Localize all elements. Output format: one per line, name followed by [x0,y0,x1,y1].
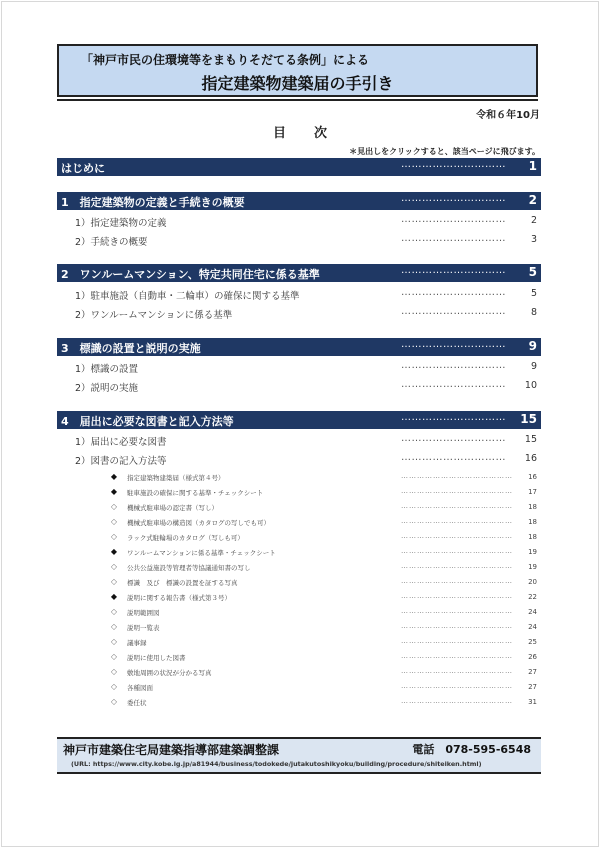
toc-item-2-1[interactable] [57,287,541,303]
filled-diamond-icon: ◆ [110,592,118,601]
subitem-leader: …………………………………… [401,517,513,525]
subitem-leader: …………………………………… [401,622,513,630]
section-page: 9 [528,339,537,353]
outline-diamond-icon: ◇ [110,577,118,586]
section-leader: ………………………… [401,193,506,204]
toc-subitem[interactable] [57,502,541,516]
outline-diamond-icon: ◇ [110,562,118,571]
toc-subitem[interactable] [57,532,541,546]
toc-subitem[interactable] [57,667,541,681]
toc-item-4-1[interactable] [57,433,541,449]
subitem-title: 説明一覧表 [127,624,160,632]
document-title: 指定建築物建築届の手引き [201,74,394,93]
filled-diamond-icon: ◆ [110,487,118,496]
outline-diamond-icon: ◇ [110,607,118,616]
item-leader: ………………………… [401,306,506,317]
subitem-page: 18 [528,533,537,541]
issue-date: 令和６年10月 [476,110,540,121]
subitem-title: 駐車施設の確保に関する基準・チェックシート [127,489,264,497]
subitem-leader: …………………………………… [401,652,513,660]
subitem-page: 19 [528,548,537,556]
toc-subitem[interactable] [57,652,541,666]
subitem-leader: …………………………………… [401,697,513,705]
filled-diamond-icon: ◆ [110,472,118,481]
section-title: はじめに [61,162,105,175]
section-page: 2 [528,193,537,207]
subitem-leader: …………………………………… [401,592,513,600]
item-page: 2 [530,215,537,226]
outline-diamond-icon: ◇ [110,637,118,646]
toc-subitem[interactable] [57,607,541,621]
toc-subitem[interactable] [57,517,541,531]
item-leader: ………………………… [401,287,506,298]
subitem-title: 委任状 [127,699,147,707]
subitem-page: 22 [528,593,537,601]
subitem-page: 26 [528,653,537,661]
item-page: 15 [524,434,537,445]
subitem-page: 24 [528,608,537,616]
subitem-leader: …………………………………… [401,667,513,675]
subitem-page: 27 [528,683,537,691]
subitem-leader: …………………………………… [401,562,513,570]
subitem-leader: …………………………………… [401,577,513,585]
outline-diamond-icon: ◇ [110,622,118,631]
subitem-page: 24 [528,623,537,631]
subitem-title: 説明範囲図 [127,609,160,617]
outline-diamond-icon: ◇ [110,667,118,676]
subitem-leader: …………………………………… [401,532,513,540]
subitem-title: 説明に使用した図書 [127,654,186,662]
section-leader: ………………………… [401,265,506,276]
toc-section-3[interactable] [57,338,541,356]
subitem-title: 機械式駐車場の認定書（写し） [127,504,218,512]
toc-section-2[interactable] [57,264,541,282]
subitem-title: ワンルームマンションに係る基準・チェックシート [127,549,276,557]
toc-subitem[interactable] [57,637,541,651]
toc-item-2-2[interactable] [57,306,541,322]
subitem-title: 公共公益施設等管理者等協議通知書の写し [127,564,251,572]
toc-heading: 目次 [272,126,355,141]
subitem-page: 18 [528,518,537,526]
toc-section-1[interactable] [57,192,541,210]
item-leader: ………………………… [401,433,506,444]
section-page: 15 [520,412,537,426]
subitem-title: 各種図面 [127,684,153,692]
subitem-title: 標識 及び 標識の設置を証する写真 [127,579,238,587]
toc-item-1-2[interactable] [57,233,541,249]
toc-subitem[interactable] [57,547,541,561]
toc-section-intro[interactable] [57,158,541,176]
subitem-page: 17 [528,488,537,496]
outline-diamond-icon: ◇ [110,652,118,661]
outline-diamond-icon: ◇ [110,517,118,526]
filled-diamond-icon: ◆ [110,547,118,556]
outline-diamond-icon: ◇ [110,682,118,691]
toc-item-1-1[interactable] [57,214,541,230]
toc-subitem[interactable] [57,472,541,486]
subitem-leader: …………………………………… [401,472,513,480]
section-page: 1 [528,159,537,173]
section-title: 4 届出に必要な図書と記入方法等 [61,415,234,428]
item-title: 2）手続きの概要 [75,237,148,248]
toc-item-3-1[interactable] [57,360,541,376]
title-underline [57,99,538,101]
subitem-title: 議事録 [127,639,147,647]
item-title: 2）ワンルームマンションに係る基準 [75,310,233,321]
subitem-title: ラック式駐輪場のカタログ（写しも可） [127,534,244,542]
outline-diamond-icon: ◇ [110,502,118,511]
toc-subitem[interactable] [57,622,541,636]
toc-subitem[interactable] [57,577,541,591]
section-title: 3 標識の設置と説明の実施 [61,342,201,355]
subitem-page: 19 [528,563,537,571]
item-title: 1）駐車施設（自動車・二輪車）の確保に関する基準 [75,291,300,302]
item-page: 3 [530,234,537,245]
item-title: 1）標識の設置 [75,364,139,375]
subitem-page: 25 [528,638,537,646]
item-page: 9 [530,361,537,372]
section-leader: ………………………… [401,412,506,423]
item-title: 1）届出に必要な図書 [75,437,167,448]
section-title: 1 指定建築物の定義と手続きの概要 [61,196,245,209]
section-title: 2 ワンルームマンション、特定共同住宅に係る基準 [61,268,320,281]
subitem-title: 指定建築物建築届（様式第４号） [127,474,225,482]
subitem-leader: …………………………………… [401,637,513,645]
item-leader: ………………………… [401,452,506,463]
section-page: 5 [528,265,537,279]
document-subtitle: 「神戸市民の住環境等をまもりそだてる条例」による [81,53,370,67]
item-leader: ………………………… [401,233,506,244]
phone-number: 電話 078-595-6548 [412,743,531,756]
subitem-page: 20 [528,578,537,586]
item-title: 2）説明の実施 [75,383,139,394]
page-url-link[interactable]: (URL: https://www.city.kobe.lg.jp/a81944/business/todokede/jutakutoshikyoku/building/procedure/shiteiken.html) [71,760,482,768]
section-leader: ………………………… [401,339,506,350]
outline-diamond-icon: ◇ [110,697,118,706]
item-page: 5 [530,288,537,299]
toc-subitem[interactable] [57,562,541,576]
title-box [57,44,538,97]
item-page: 16 [524,453,537,464]
toc-section-4[interactable] [57,411,541,429]
subitem-title: 敷地周囲の状況が分かる写真 [127,669,212,677]
section-leader: ………………………… [401,159,506,170]
item-page: 10 [524,380,537,391]
subitem-leader: …………………………………… [401,682,513,690]
subitem-title: 説明に関する報告書（様式第３号） [127,594,231,602]
item-title: 2）図書の記入方法等 [75,456,167,467]
item-page: 8 [530,307,537,318]
toc-item-4-2[interactable] [57,452,541,468]
subitem-page: 27 [528,668,537,676]
subitem-leader: …………………………………… [401,547,513,555]
subitem-leader: …………………………………… [401,487,513,495]
toc-note: ＊見出しをクリックすると、該当ページに飛びます。 [349,147,540,156]
toc-subitem[interactable] [57,682,541,696]
subitem-page: 18 [528,503,537,511]
toc-subitem[interactable] [57,592,541,606]
item-leader: ………………………… [401,379,506,390]
subitem-page: 16 [528,473,537,481]
subitem-title: 機械式駐車場の構造図（カタログの写しでも可） [127,519,270,527]
toc-subitem[interactable] [57,697,541,711]
item-title: 1）指定建築物の定義 [75,218,167,229]
item-leader: ………………………… [401,360,506,371]
toc-item-3-2[interactable] [57,379,541,395]
department-name: 神戸市建築住宅局建築指導部建築調整課 [63,743,280,757]
contact-footer [57,737,541,774]
toc-subitem[interactable] [57,487,541,501]
subitem-leader: …………………………………… [401,607,513,615]
subitem-page: 31 [528,698,537,706]
outline-diamond-icon: ◇ [110,532,118,541]
subitem-leader: …………………………………… [401,502,513,510]
item-leader: ………………………… [401,214,506,225]
